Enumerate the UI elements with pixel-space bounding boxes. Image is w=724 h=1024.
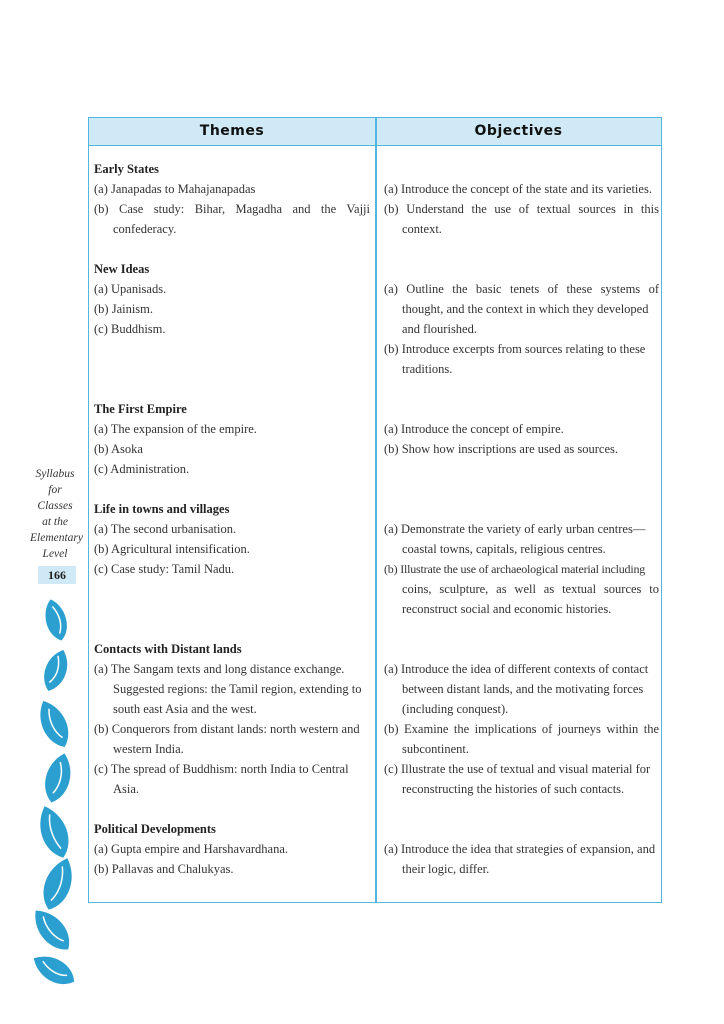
theme-item: (b) Case study: Bihar, Magadha and the Vajji (94, 202, 370, 216)
objective-item-cont: coins, sculpture, as well as textual sources to (402, 582, 659, 596)
section-heading-political: Political Developments (94, 822, 216, 836)
leaf-decoration-icon (28, 592, 88, 992)
objective-item: (b) Illustrate the use of archaeological material including (384, 562, 646, 576)
objective-item-cont: between distant lands, and the motivating forces (402, 682, 644, 696)
objective-item: (a) Demonstrate the variety of early urban centres— (384, 522, 646, 536)
section-heading-new-ideas: New Ideas (94, 262, 150, 276)
section-heading-towns-villages: Life in towns and villages (94, 502, 230, 516)
objective-item-cont: reconstructing the histories of such contacts. (402, 782, 625, 796)
theme-item: (a) The second urbanisation. (94, 522, 237, 536)
objective-item-cont: traditions. (402, 362, 453, 376)
objective-item-cont: coastal towns, capitals, religious centres. (402, 542, 606, 556)
section-heading-first-empire: The First Empire (94, 402, 187, 416)
margin-label-line: Classes (37, 500, 73, 512)
page-number: 166 (38, 566, 76, 584)
theme-item: (a) Janapadas to Mahajanapadas (94, 182, 256, 196)
objective-item: (a) Introduce the concept of empire. (384, 422, 564, 436)
theme-item: (a) The expansion of the empire. (94, 422, 257, 436)
objective-item-cont: and flourished. (402, 322, 477, 336)
margin-label (30, 466, 84, 562)
theme-item: (a) Gupta empire and Harshavardhana. (94, 842, 289, 856)
theme-item: (b) Jainism. (94, 302, 154, 316)
margin-label-line: for (48, 484, 62, 496)
objective-item-cont: their logic, differ. (402, 862, 490, 876)
margin-label-line: at the (42, 516, 68, 528)
theme-item: (b) Pallavas and Chalukyas. (94, 862, 234, 876)
column-divider (375, 118, 377, 902)
objective-item-cont: subcontinent. (402, 742, 470, 756)
theme-item-cont: western India. (113, 742, 184, 756)
objectives-header: Objectives (474, 123, 563, 139)
objective-item: (b) Introduce excerpts from sources relating to these (384, 342, 646, 356)
theme-item: (c) Case study: Tamil Nadu. (94, 562, 235, 576)
objective-item-cont: reconstruct social and economic histories. (402, 602, 612, 616)
themes-header: Themes (199, 123, 265, 139)
objective-item: (a) Introduce the concept of the state and its varieties. (384, 182, 652, 196)
theme-item-cont: Asia. (113, 782, 140, 796)
theme-item: (c) Buddhism. (94, 322, 166, 336)
theme-item-cont: Suggested regions: the Tamil region, extending to (113, 682, 362, 696)
theme-item: (c) Administration. (94, 462, 190, 476)
objective-item: (a) Introduce the idea that strategies of expansion, and (384, 842, 656, 856)
margin-label-line: Syllabus (35, 468, 75, 480)
theme-item: (a) Upanisads. (94, 282, 167, 296)
section-heading-contacts: Contacts with Distant lands (94, 642, 242, 656)
margin-label-line: Level (42, 548, 68, 560)
section-heading-early-states: Early States (94, 162, 159, 176)
objective-item: (b) Examine the implications of journeys within the (384, 722, 659, 736)
theme-item: (b) Asoka (94, 442, 143, 456)
objective-item: (b) Show how inscriptions are used as sources. (384, 442, 618, 456)
objective-item: (c) Illustrate the use of textual and visual material for (384, 762, 651, 776)
margin-label-line: Elementary (30, 532, 84, 544)
objective-item-cont: thought, and the context in which they developed (402, 302, 649, 316)
theme-item-cont: confederacy. (113, 222, 177, 236)
objective-item-cont: context. (402, 222, 442, 236)
objective-item-cont: (including conquest). (402, 702, 509, 716)
theme-item: (c) The spread of Buddhism: north India to Central (94, 762, 349, 776)
syllabus-table (88, 117, 662, 903)
objective-item: (a) Outline the basic tenets of these systems of (384, 282, 659, 296)
theme-item: (b) Conquerors from distant lands: north western and (94, 722, 360, 736)
objective-item: (a) Introduce the idea of different contexts of contact (384, 662, 649, 676)
theme-item: (a) The Sangam texts and long distance exchange. (94, 662, 345, 676)
theme-item-cont: south east Asia and the west. (113, 702, 257, 716)
theme-item: (b) Agricultural intensification. (94, 542, 250, 556)
objective-item: (b) Understand the use of textual sources in this (384, 202, 659, 216)
